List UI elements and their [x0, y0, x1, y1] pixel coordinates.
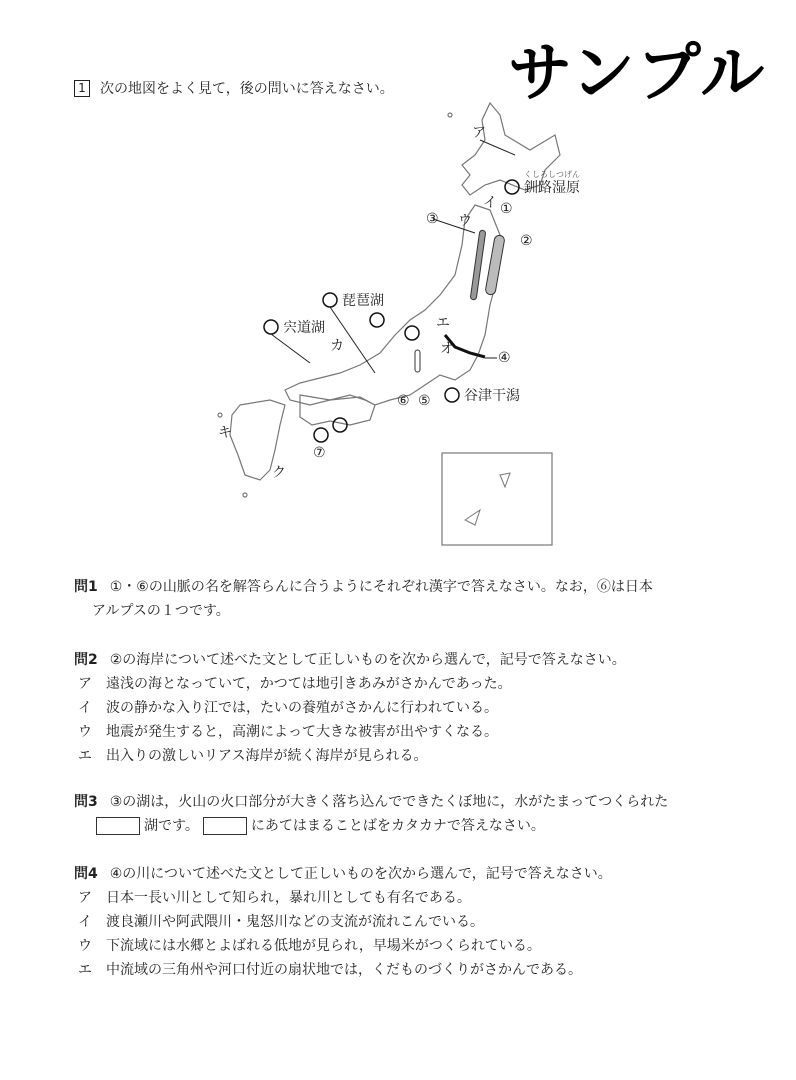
- svg-text:ウ: ウ: [458, 213, 472, 229]
- svg-text:⑦: ⑦: [313, 445, 326, 461]
- option-a: ア 遠浅の海となっていて，かつては地引きあみがさかんであった。: [78, 676, 512, 692]
- svg-text:ク: ク: [272, 465, 286, 481]
- question-text: ①・⑥の山脈の名を解答らんに合うようにそれぞれ漢字で答えなさい。なお，⑥は日本: [109, 579, 653, 595]
- svg-text:くしろしつげん: くしろしつげん: [524, 170, 580, 179]
- answer-blank: [96, 817, 140, 835]
- option-a: ア 日本一長い川として知られ，暴れ川としても有名である。: [78, 890, 471, 906]
- sample-watermark: サンプル: [508, 37, 767, 111]
- question-text: ③の湖は，火山の火口部分が大きく落ち込んでできたくぼ地に，水がたまってつくられた: [109, 794, 669, 810]
- svg-text:谷津干潟: 谷津干潟: [464, 388, 520, 404]
- svg-text:キ: キ: [218, 425, 232, 441]
- question-label: 問2: [74, 652, 98, 668]
- question-1: [74, 575, 653, 623]
- japan-map: [200, 95, 600, 555]
- svg-text:琵琶湖: 琵琶湖: [342, 293, 384, 309]
- question-label: 問4: [74, 866, 98, 882]
- svg-text:②: ②: [520, 233, 533, 249]
- option-i: イ 渡良瀬川や阿武隈川・鬼怒川などの支流が流れこんでいる。: [78, 914, 484, 930]
- option-e: エ 出入りの激しいリアス海岸が続く海岸が見られる。: [78, 748, 428, 764]
- option-i: イ 波の静かな入り江では，たいの養殖がさかんに行われている。: [78, 700, 498, 716]
- svg-text:エ: エ: [436, 315, 450, 331]
- svg-text:オ: オ: [440, 341, 454, 357]
- svg-text:⑥: ⑥: [397, 393, 410, 409]
- question-2: [74, 648, 626, 768]
- option-u: ウ 下流域には水郷とよばれる低地が見られ，早場米がつくられている。: [78, 938, 541, 954]
- option-u: ウ 地震が発生すると，高潮によって大きな被害が出やすくなる。: [78, 724, 498, 740]
- svg-text:カ: カ: [330, 338, 344, 354]
- svg-text:ア: ア: [472, 125, 486, 141]
- svg-text:イ: イ: [483, 195, 497, 211]
- svg-text:③: ③: [426, 211, 439, 227]
- section-number: 1: [74, 80, 90, 97]
- svg-text:宍道湖: 宍道湖: [283, 320, 325, 336]
- svg-text:④: ④: [498, 350, 511, 366]
- svg-text:釧路湿原: 釧路湿原: [524, 180, 580, 196]
- question-4: [74, 862, 612, 982]
- question-text-cont: アルプスの１つです。: [92, 603, 230, 619]
- question-label: 問1: [74, 579, 98, 595]
- question-text: ②の海岸について述べた文として正しいものを次から選んで，記号で答えなさい。: [109, 652, 626, 668]
- svg-text:⑤: ⑤: [418, 393, 431, 409]
- option-e: エ 中流域の三角州や河口付近の扇状地では，くだものづくりがさかんである。: [78, 962, 582, 978]
- answer-blank-ref: [203, 817, 247, 835]
- question-3: 問3 ③の湖は，火山の火口部分が大きく落ち込んでできたくぼ地に，水がたまってつくられた 湖です。 にあてはまることばをカタカナで答えなさい。: [74, 794, 669, 834]
- section-instruction: 次の地図をよく見て，後の問いに答えなさい。: [100, 81, 394, 97]
- question-text: ④の川について述べた文として正しいものを次から選んで，記号で答えなさい。: [109, 866, 612, 882]
- svg-text:①: ①: [500, 201, 513, 217]
- question-label: 問3: [74, 794, 98, 810]
